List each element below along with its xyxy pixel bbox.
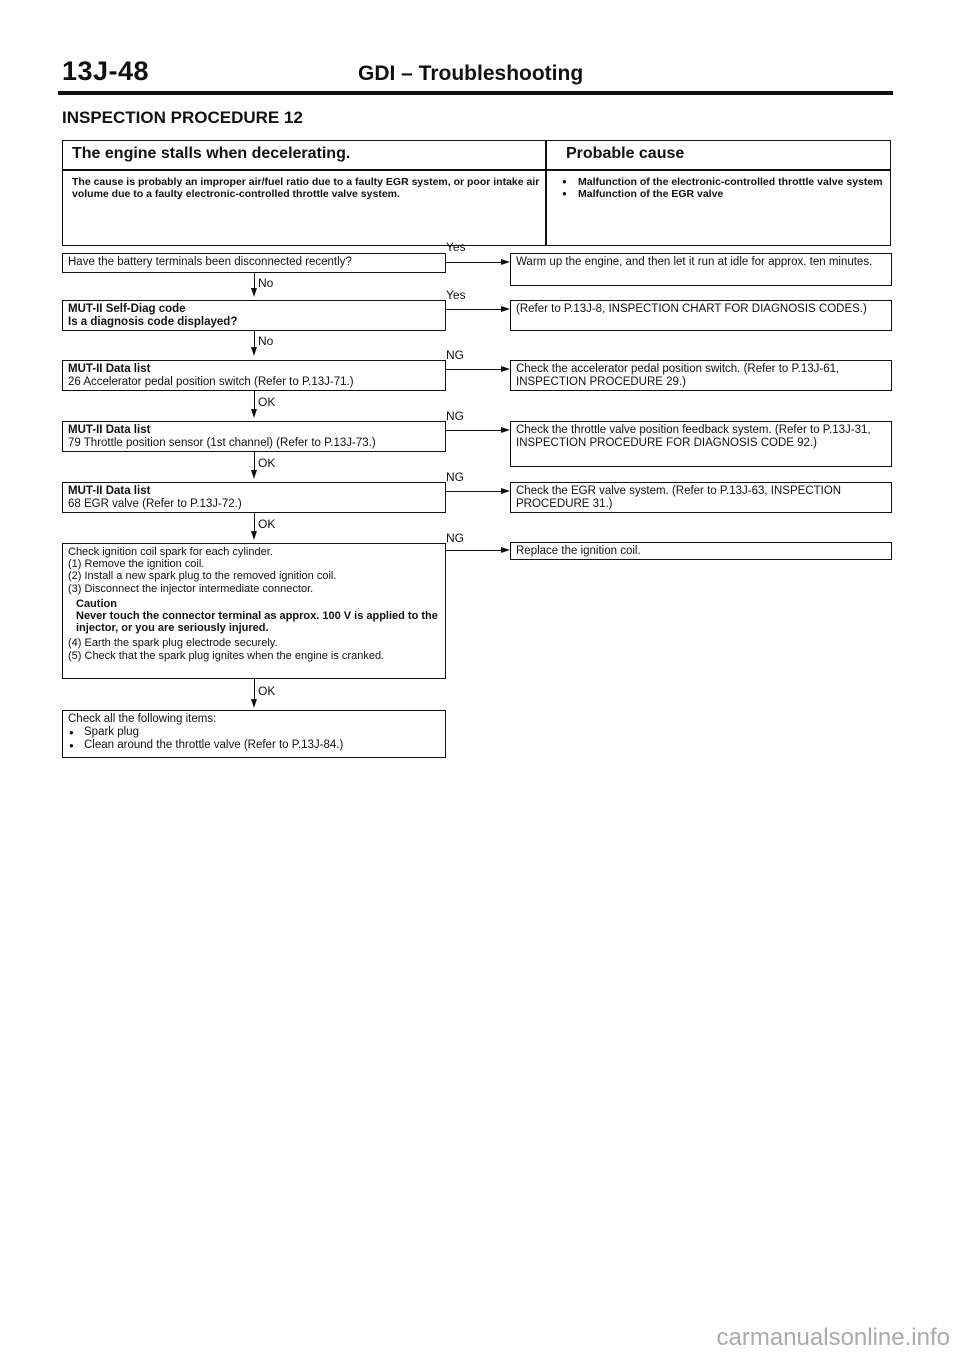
branch-label-ng: NG: [446, 470, 464, 484]
arrow-down-icon: [251, 347, 257, 356]
branch-label-ok: OK: [258, 456, 276, 470]
result-box-5: [510, 482, 892, 513]
arrow-right-icon: [501, 259, 510, 265]
connector-line: [446, 550, 501, 551]
arrow-right-icon: [501, 488, 510, 494]
arrow-down-icon: [251, 531, 257, 540]
info-table-divider: [545, 140, 547, 246]
branch-label-ng: NG: [446, 531, 464, 545]
step-heading: MUT-II Data list: [68, 485, 151, 497]
step-heading: MUT-II Data list: [68, 424, 151, 436]
info-table-divider: [62, 169, 891, 171]
connector-line: [254, 679, 255, 699]
result-text: Replace the ignition coil.: [516, 545, 641, 557]
step-box-3: [62, 360, 446, 391]
watermark: carmanualsonline.info: [716, 1324, 950, 1351]
connector-line: [446, 491, 501, 492]
branch-label-yes: Yes: [446, 288, 466, 302]
step-box-4: [62, 421, 446, 452]
step-box-2: [62, 300, 446, 331]
page-number: 13J-48: [62, 56, 150, 86]
probable-cause-item: ● Malfunction of the electronic-controlled throttle valve system: [560, 176, 885, 188]
page-title: GDI – Troubleshooting: [358, 62, 584, 85]
result-text: Warm up the engine, and then let it run at idle for approx. ten minutes.: [516, 256, 873, 268]
step-text: 79 Throttle position sensor (1st channel) (Refer to P.13J-73.): [68, 437, 376, 449]
caution-text: Never touch the connector terminal as approx. 100 V is applied to the injector, or you are seriously injured.: [76, 610, 438, 635]
connector-line: [254, 452, 255, 470]
probable-cause-heading: Probable cause: [566, 145, 685, 162]
probable-cause-list: [560, 176, 885, 200]
connector-line: [254, 391, 255, 409]
branch-label-ng: NG: [446, 348, 464, 362]
branch-label-ok: OK: [258, 517, 276, 531]
arrow-down-icon: [251, 470, 257, 479]
step-question: Have the battery terminals been disconnected recently?: [68, 256, 352, 268]
final-step-title: Check all the following items:: [68, 713, 217, 725]
step-text: (5) Check that the spark plug ignites when the engine is cranked.: [68, 649, 385, 662]
arrow-right-icon: [501, 547, 510, 553]
probable-cause-item: ● Malfunction of the EGR valve: [560, 188, 885, 200]
connector-line: [446, 430, 501, 431]
connector-line: [446, 262, 501, 263]
arrow-down-icon: [251, 288, 257, 297]
final-step-list: [68, 726, 440, 752]
arrow-right-icon: [501, 306, 510, 312]
result-text: Check the EGR valve system. (Refer to P.13J-63, INSPECTION PROCEDURE 31.): [516, 485, 842, 510]
branch-label-ok: OK: [258, 684, 276, 698]
step-text: (4) Earth the spark plug electrode securely.: [68, 637, 278, 650]
branch-label-ng: NG: [446, 409, 464, 423]
step-text: (2) Install a new spark plug to the removed ignition coil.: [68, 570, 337, 583]
result-text: (Refer to P.13J-8, INSPECTION CHART FOR DIAGNOSIS CODES.): [516, 303, 867, 315]
step-text: (1) Remove the ignition coil.: [68, 558, 205, 571]
result-box-3: [510, 360, 892, 391]
result-box-ignition: [510, 542, 892, 560]
step-heading: MUT-II Data list: [68, 363, 151, 375]
caution-title: Caution: [76, 597, 117, 610]
result-box-1: [510, 253, 892, 286]
branch-label-yes: Yes: [446, 240, 466, 254]
step-text: 26 Accelerator pedal position switch (Refer to P.13J-71.): [68, 376, 354, 388]
final-step-item: ● Spark plug: [68, 726, 440, 739]
arrow-down-icon: [251, 699, 257, 708]
arrow-down-icon: [251, 409, 257, 418]
result-box-4: [510, 421, 892, 467]
step-text: (3) Disconnect the injector intermediate connector.: [68, 582, 314, 595]
result-text: Check the throttle valve position feedback system. (Refer to P.13J-31, INSPECTION PROCEDURE FOR DIAGNOSIS CODE 92.): [516, 424, 871, 449]
step-box-ignition: [62, 543, 446, 679]
final-step-item: ● Clean around the throttle valve (Refer to P.13J-84.): [68, 739, 440, 752]
result-text: Check the accelerator pedal position switch. (Refer to P.13J-61, INSPECTION PROCEDURE 29.): [516, 363, 840, 388]
result-box-2: [510, 300, 892, 331]
connector-line: [254, 513, 255, 531]
connector-line: [254, 331, 255, 347]
branch-label-no: No: [258, 276, 274, 290]
procedure-title: INSPECTION PROCEDURE 12: [62, 108, 303, 127]
header-rule: [58, 91, 893, 95]
branch-label-no: No: [258, 334, 274, 348]
connector-line: [446, 309, 501, 310]
connector-line: [254, 273, 255, 288]
branch-label-ok: OK: [258, 395, 276, 409]
arrow-right-icon: [501, 366, 510, 372]
connector-line: [446, 369, 501, 370]
symptom-description: The cause is probably an improper air/fuel ratio due to a faulty EGR system, or poor intake air volume due to a faulty electronic-controlled throttle valve system.: [72, 176, 540, 200]
step-box-5: [62, 482, 446, 513]
arrow-right-icon: [501, 427, 510, 433]
step-heading: MUT-II Self-Diag code: [68, 303, 186, 315]
symptom-heading: The engine stalls when decelerating.: [72, 145, 351, 162]
step-question: Is a diagnosis code displayed?: [68, 316, 238, 328]
step-text: 68 EGR valve (Refer to P.13J-72.): [68, 498, 242, 510]
step-box-1: [62, 253, 446, 273]
step-text: Check ignition coil spark for each cylinder.: [68, 546, 273, 558]
final-step-box: [62, 710, 446, 758]
